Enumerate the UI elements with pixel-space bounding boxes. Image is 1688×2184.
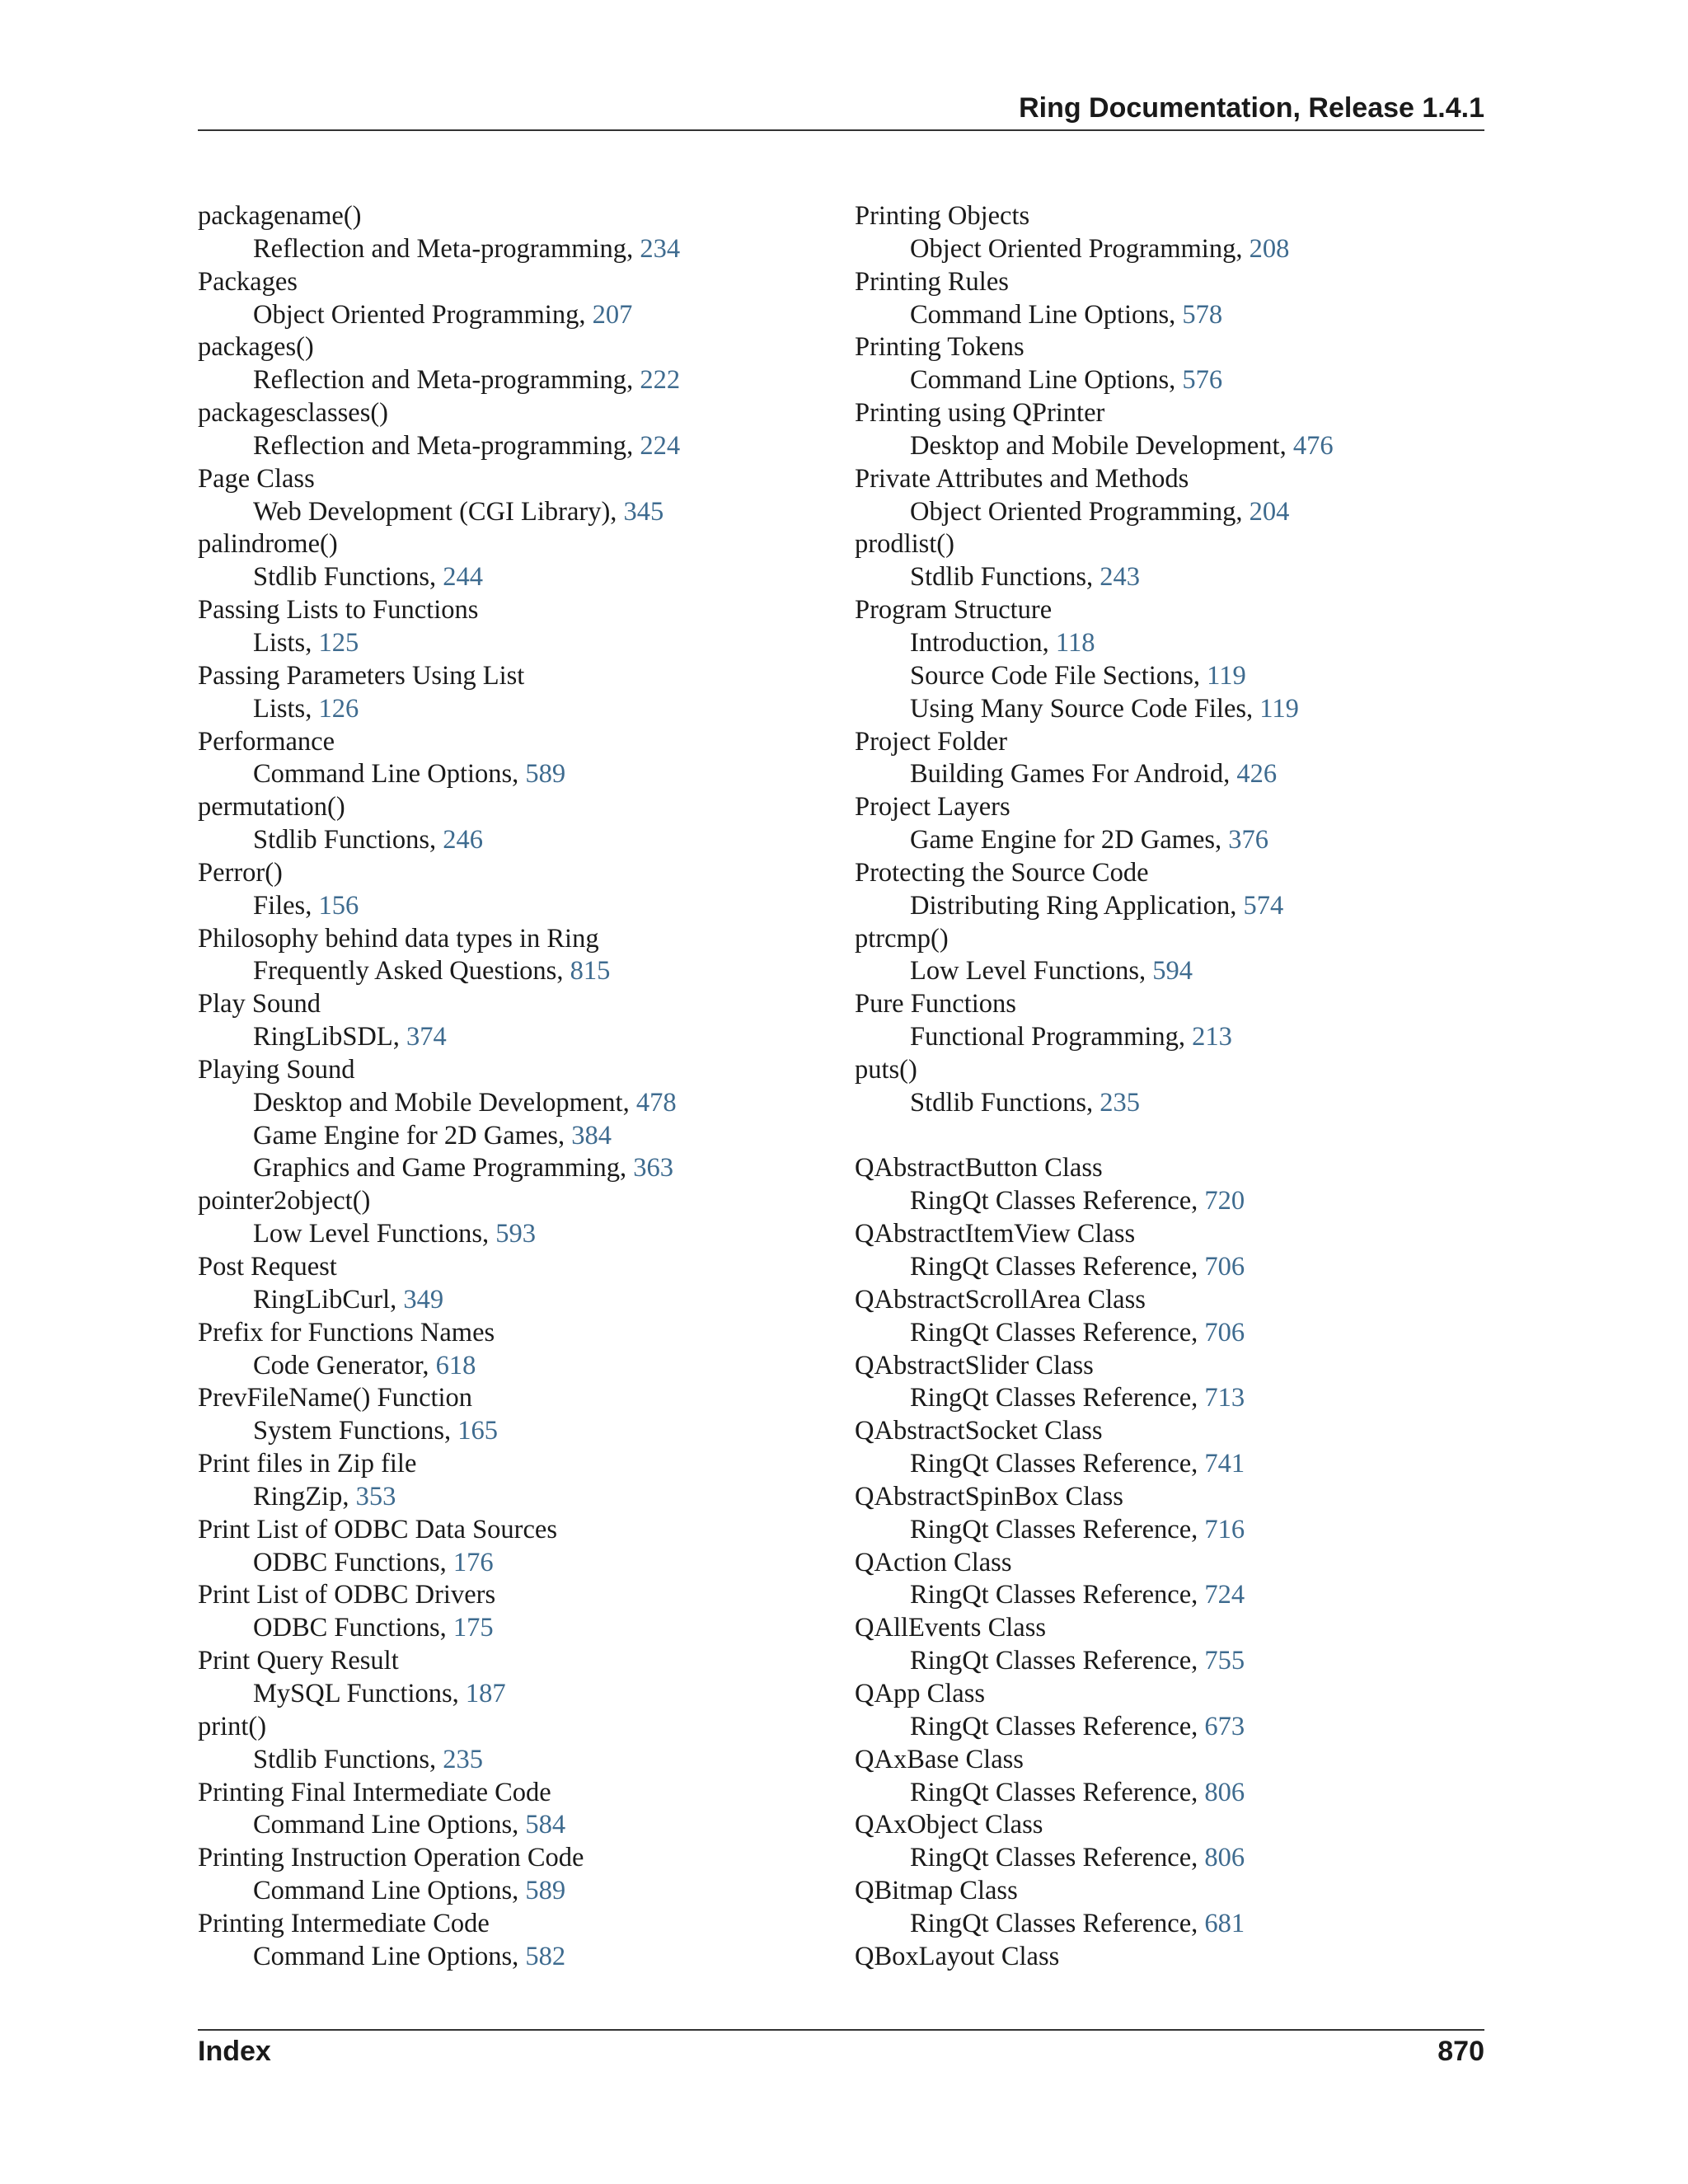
index-reference: Desktop and Mobile Development, 478: [253, 1087, 677, 1118]
index-term: Printing Tokens: [855, 332, 1025, 363]
index-term: Printing Intermediate Code: [198, 1908, 490, 1938]
index-reference-title: MySQL Functions: [253, 1678, 452, 1708]
index-reference: System Functions, 165: [253, 1416, 499, 1446]
index-page-link[interactable]: 593: [495, 1219, 537, 1249]
index-reference-title: Low Level Functions: [910, 956, 1140, 987]
index-term: packagename(): [198, 201, 362, 231]
index-reference-title: RingLibCurl: [253, 1284, 391, 1315]
index-page-link[interactable]: 235: [1100, 1087, 1140, 1118]
index-term: Philosophy behind data types in Ring: [198, 923, 599, 954]
index-reference: Object Oriented Programming, 204: [910, 496, 1290, 527]
index-reference: RingQt Classes Reference, 720: [910, 1186, 1245, 1216]
index-page-link[interactable]: 741: [1204, 1449, 1245, 1479]
index-reference: RingQt Classes Reference, 706: [910, 1252, 1245, 1282]
index-page-link[interactable]: 376: [1228, 825, 1269, 855]
index-term: Private Attributes and Methods: [855, 463, 1189, 494]
index-reference-title: Object Oriented Programming: [910, 233, 1236, 264]
index-page-link[interactable]: 224: [640, 430, 681, 461]
index-reference-title: RingQt Classes Reference: [910, 1383, 1192, 1413]
index-reference-title: Files: [253, 890, 306, 921]
index-term: QAbstractSpinBox Class: [855, 1481, 1123, 1511]
index-reference: ODBC Functions, 175: [253, 1613, 494, 1643]
index-reference: Reflection and Meta-programming, 224: [253, 430, 681, 461]
index-page-link[interactable]: 176: [452, 1547, 494, 1577]
index-reference: Stdlib Functions, 243: [910, 562, 1140, 593]
index-page-link[interactable]: 165: [457, 1416, 499, 1446]
index-page-link[interactable]: 478: [635, 1087, 677, 1118]
index-reference: Stdlib Functions, 244: [253, 562, 483, 593]
index-reference-title: Using Many Source Code Files: [910, 693, 1247, 724]
index-page-link[interactable]: 574: [1243, 890, 1284, 921]
index-reference: RingQt Classes Reference, 673: [910, 1711, 1245, 1741]
index-term: Passing Parameters Using List: [198, 660, 525, 691]
index-term: QAxObject Class: [855, 1810, 1043, 1840]
index-reference-title: System Functions: [253, 1416, 445, 1446]
index-reference-title: ODBC Functions: [253, 1613, 440, 1643]
index-page-link[interactable]: 589: [525, 1876, 566, 1906]
index-reference: Reflection and Meta-programming, 222: [253, 365, 681, 396]
index-reference: Command Line Options, 576: [910, 365, 1223, 396]
index-page-link[interactable]: 363: [633, 1153, 673, 1183]
index-reference-title: RingQt Classes Reference: [910, 1777, 1192, 1807]
index-page-link[interactable]: 426: [1236, 759, 1278, 790]
index-page-link[interactable]: 594: [1152, 956, 1193, 987]
index-page-link[interactable]: 576: [1182, 365, 1223, 396]
index-reference: RingQt Classes Reference, 706: [910, 1317, 1245, 1347]
index-reference-title: Stdlib Functions: [253, 825, 429, 855]
index-page-link[interactable]: 716: [1204, 1514, 1245, 1544]
index-page-link[interactable]: 213: [1192, 1022, 1232, 1052]
index-page-link[interactable]: 673: [1204, 1711, 1245, 1741]
index-page-link[interactable]: 235: [443, 1744, 483, 1774]
index-page-link[interactable]: 207: [592, 299, 633, 330]
index-term: Printing Rules: [855, 266, 1009, 297]
index-reference-title: RingLibSDL: [253, 1022, 393, 1052]
index-reference: Introduction, 118: [910, 627, 1095, 658]
index-reference: ODBC Functions, 176: [253, 1547, 494, 1577]
index-reference-title: RingQt Classes Reference: [910, 1186, 1192, 1216]
index-page-link[interactable]: 208: [1249, 233, 1290, 264]
index-reference-title: Stdlib Functions: [253, 1744, 429, 1774]
index-reference-title: Code Generator: [253, 1350, 423, 1380]
index-page-link[interactable]: 584: [525, 1810, 566, 1840]
index-reference-title: Command Line Options: [253, 1810, 513, 1840]
index-term: ptrcmp(): [855, 923, 949, 954]
index-term: Print List of ODBC Data Sources: [198, 1514, 558, 1544]
index-page-link[interactable]: 374: [406, 1022, 447, 1052]
index-reference-title: Game Engine for 2D Games: [910, 825, 1216, 855]
index-reference: Lists, 126: [253, 693, 359, 724]
index-reference: Distributing Ring Application, 574: [910, 890, 1284, 921]
running-header-title: Ring Documentation, Release 1.4.1: [1019, 92, 1484, 124]
index-page-link[interactable]: 204: [1249, 496, 1290, 527]
index-reference: RingLibCurl, 349: [253, 1284, 444, 1315]
index-page-link[interactable]: 589: [525, 759, 566, 790]
index-reference: Command Line Options, 589: [253, 759, 566, 790]
index-page-link[interactable]: 243: [1100, 562, 1140, 593]
index-page-link[interactable]: 222: [640, 365, 681, 396]
index-reference-title: RingQt Classes Reference: [910, 1646, 1192, 1676]
index-reference: Files, 156: [253, 890, 359, 921]
index-reference-title: Introduction: [910, 627, 1043, 658]
index-page-link[interactable]: 345: [623, 496, 664, 527]
index-reference-title: Lists: [253, 627, 306, 658]
index-term: Project Folder: [855, 726, 1008, 757]
index-term: QAllEvents Class: [855, 1613, 1047, 1643]
index-reference: Game Engine for 2D Games, 384: [253, 1120, 612, 1151]
index-term: Prefix for Functions Names: [198, 1317, 495, 1347]
index-column-right: [855, 200, 1484, 1974]
index-reference: Low Level Functions, 594: [910, 956, 1193, 987]
index-term: Print Query Result: [198, 1646, 399, 1676]
index-term: QAbstractButton Class: [855, 1153, 1103, 1183]
index-term: Post Request: [198, 1252, 337, 1282]
index-reference: Stdlib Functions, 235: [910, 1087, 1140, 1118]
index-reference: RingQt Classes Reference, 713: [910, 1383, 1245, 1413]
index-term: QBoxLayout Class: [855, 1941, 1060, 1971]
index-page-link[interactable]: 706: [1204, 1317, 1245, 1347]
index-page-link[interactable]: 384: [571, 1120, 612, 1151]
index-term: prodlist(): [855, 529, 954, 560]
index-reference-title: Desktop and Mobile Development: [253, 1087, 623, 1118]
index-page-link[interactable]: 119: [1259, 693, 1299, 724]
index-term: Program Structure: [855, 595, 1053, 626]
index-reference: Stdlib Functions, 246: [253, 825, 483, 855]
index-term: QAction Class: [855, 1547, 1012, 1577]
index-reference-title: Reflection and Meta-programming: [253, 365, 627, 396]
footer-divider: [198, 2029, 1484, 2031]
index-term: Printing Objects: [855, 201, 1030, 231]
index-reference-title: Command Line Options: [910, 299, 1170, 330]
index-reference-title: RingQt Classes Reference: [910, 1843, 1192, 1873]
index-page-link[interactable]: 119: [1207, 660, 1246, 691]
index-term: Play Sound: [198, 989, 321, 1019]
index-reference: Stdlib Functions, 235: [253, 1744, 483, 1774]
index-term: print(): [198, 1711, 267, 1741]
index-reference-title: RingQt Classes Reference: [910, 1449, 1192, 1479]
index-reference: Code Generator, 618: [253, 1350, 476, 1380]
index-term: Playing Sound: [198, 1054, 355, 1085]
index-page-link[interactable]: 125: [318, 627, 359, 658]
index-reference-title: Distributing Ring Application: [910, 890, 1231, 921]
index-reference: Frequently Asked Questions, 815: [253, 956, 611, 987]
index-page-link[interactable]: 578: [1182, 299, 1223, 330]
index-page-link[interactable]: 175: [452, 1613, 494, 1643]
index-reference-title: RingQt Classes Reference: [910, 1908, 1192, 1938]
index-reference: Command Line Options, 589: [253, 1876, 566, 1906]
index-page-link[interactable]: 713: [1204, 1383, 1245, 1413]
index-reference: Web Development (CGI Library), 345: [253, 496, 664, 527]
index-reference: Using Many Source Code Files, 119: [910, 693, 1299, 724]
index-reference-title: Building Games For Android: [910, 759, 1224, 790]
index-reference-title: Frequently Asked Questions: [253, 956, 557, 987]
index-page-link[interactable]: 806: [1204, 1843, 1245, 1873]
index-term: Printing Instruction Operation Code: [198, 1843, 584, 1873]
index-reference-title: RingQt Classes Reference: [910, 1514, 1192, 1544]
index-page-link[interactable]: 187: [465, 1678, 506, 1708]
index-page-link[interactable]: 724: [1204, 1580, 1245, 1610]
index-term: Pure Functions: [855, 989, 1016, 1019]
index-reference: Low Level Functions, 593: [253, 1219, 537, 1249]
index-page-link[interactable]: 681: [1204, 1908, 1245, 1938]
index-page-link[interactable]: 234: [640, 233, 681, 264]
index-reference-title: RingQt Classes Reference: [910, 1580, 1192, 1610]
index-reference-title: Command Line Options: [253, 1941, 513, 1971]
index-page-link[interactable]: 353: [355, 1481, 396, 1511]
index-reference-title: Object Oriented Programming: [910, 496, 1236, 527]
index-reference-title: Stdlib Functions: [253, 562, 429, 593]
index-reference: RingQt Classes Reference, 724: [910, 1580, 1245, 1610]
index-column-left: [198, 200, 824, 1974]
index-reference: Object Oriented Programming, 207: [253, 299, 633, 330]
index-reference-title: RingQt Classes Reference: [910, 1711, 1192, 1741]
index-term: packages(): [198, 332, 314, 363]
index-reference: RingZip, 353: [253, 1481, 396, 1511]
index-reference-title: RingQt Classes Reference: [910, 1317, 1192, 1347]
index-term: palindrome(): [198, 529, 338, 560]
index-page-link[interactable]: 349: [403, 1284, 444, 1315]
index-reference-title: Game Engine for 2D Games: [253, 1120, 559, 1151]
index-reference: MySQL Functions, 187: [253, 1678, 506, 1708]
index-reference-title: Source Code File Sections: [910, 660, 1193, 691]
index-term: packagesclasses(): [198, 398, 388, 429]
index-reference: Command Line Options, 584: [253, 1810, 566, 1840]
index-page-link[interactable]: 582: [525, 1941, 566, 1971]
index-term: Passing Lists to Functions: [198, 595, 479, 626]
index-term: Print List of ODBC Drivers: [198, 1580, 496, 1610]
index-reference: RingQt Classes Reference, 755: [910, 1646, 1245, 1676]
index-page-link[interactable]: 118: [1055, 627, 1095, 658]
index-page-link[interactable]: 755: [1204, 1646, 1245, 1676]
index-reference-title: Desktop and Mobile Development: [910, 430, 1280, 461]
index-term: pointer2object(): [198, 1186, 371, 1216]
index-term: QBitmap Class: [855, 1876, 1018, 1906]
index-reference: Source Code File Sections, 119: [910, 660, 1246, 691]
index-term: QAbstractItemView Class: [855, 1219, 1136, 1249]
index-reference: RingQt Classes Reference, 716: [910, 1514, 1245, 1544]
index-reference: RingQt Classes Reference, 741: [910, 1449, 1245, 1479]
index-reference: Functional Programming, 213: [910, 1022, 1232, 1052]
index-reference: Command Line Options, 578: [910, 299, 1223, 330]
index-reference-title: Graphics and Game Programming: [253, 1153, 620, 1183]
index-term: puts(): [855, 1054, 917, 1085]
index-term: Protecting the Source Code: [855, 857, 1149, 888]
index-reference-title: Command Line Options: [253, 759, 513, 790]
index-reference: Graphics and Game Programming, 363: [253, 1153, 673, 1183]
index-reference-title: Stdlib Functions: [910, 562, 1086, 593]
index-term: QApp Class: [855, 1678, 985, 1708]
index-page-link[interactable]: 246: [443, 825, 483, 855]
index-reference-title: Command Line Options: [253, 1876, 513, 1906]
index-reference: RingQt Classes Reference, 806: [910, 1777, 1245, 1807]
index-page-link[interactable]: 720: [1204, 1186, 1245, 1216]
index-reference-title: Reflection and Meta-programming: [253, 430, 627, 461]
index-reference-title: Object Oriented Programming: [253, 299, 579, 330]
footer-section-label: Index: [198, 2036, 271, 2067]
index-term: QAbstractSlider Class: [855, 1350, 1094, 1380]
index-term: PrevFileName() Function: [198, 1383, 473, 1413]
index-reference: Building Games For Android, 426: [910, 759, 1278, 790]
footer-page-number: 870: [1437, 2036, 1484, 2067]
index-page-link[interactable]: 815: [570, 956, 611, 987]
index-reference-title: Low Level Functions: [253, 1219, 483, 1249]
index-reference-title: RingZip: [253, 1481, 343, 1511]
index-reference-title: Functional Programming: [910, 1022, 1179, 1052]
index-page-link[interactable]: 618: [435, 1350, 476, 1380]
index-term: Printing Final Intermediate Code: [198, 1777, 551, 1807]
index-reference: Command Line Options, 582: [253, 1941, 566, 1971]
index-reference-title: Web Development (CGI Library): [253, 496, 611, 527]
index-reference: RingQt Classes Reference, 681: [910, 1908, 1245, 1938]
index-reference-title: Command Line Options: [910, 365, 1170, 396]
index-page-link[interactable]: 476: [1292, 430, 1334, 461]
index-term: Performance: [198, 726, 335, 757]
header-divider: [198, 129, 1484, 131]
index-page-link[interactable]: 244: [443, 562, 483, 593]
index-reference: Reflection and Meta-programming, 234: [253, 233, 681, 264]
index-reference: Desktop and Mobile Development, 476: [910, 430, 1334, 461]
index-reference-title: Reflection and Meta-programming: [253, 233, 627, 264]
index-term: Project Layers: [855, 792, 1010, 823]
index-term: Packages: [198, 266, 298, 297]
index-page-link[interactable]: 806: [1204, 1777, 1245, 1807]
index-page-link[interactable]: 126: [318, 693, 359, 724]
index-reference: RingQt Classes Reference, 806: [910, 1843, 1245, 1873]
index-term: permutation(): [198, 792, 345, 823]
index-term: QAxBase Class: [855, 1744, 1024, 1774]
index-term: QAbstractScrollArea Class: [855, 1284, 1146, 1315]
index-reference: Object Oriented Programming, 208: [910, 233, 1290, 264]
index-letter-gap: [855, 1120, 1484, 1153]
index-reference: Lists, 125: [253, 627, 359, 658]
index-page-link[interactable]: 156: [318, 890, 359, 921]
index-term: Printing using QPrinter: [855, 398, 1105, 429]
index-reference-title: RingQt Classes Reference: [910, 1252, 1192, 1282]
index-reference: Game Engine for 2D Games, 376: [910, 825, 1269, 855]
index-term: Print files in Zip file: [198, 1449, 417, 1479]
index-reference-title: Lists: [253, 693, 306, 724]
index-term: QAbstractSocket Class: [855, 1416, 1103, 1446]
index-reference: RingLibSDL, 374: [253, 1022, 447, 1052]
index-term: Page Class: [198, 463, 315, 494]
index-term: Perror(): [198, 857, 283, 888]
index-reference-title: ODBC Functions: [253, 1547, 440, 1577]
index-reference-title: Stdlib Functions: [910, 1087, 1086, 1118]
index-page-link[interactable]: 706: [1204, 1252, 1245, 1282]
